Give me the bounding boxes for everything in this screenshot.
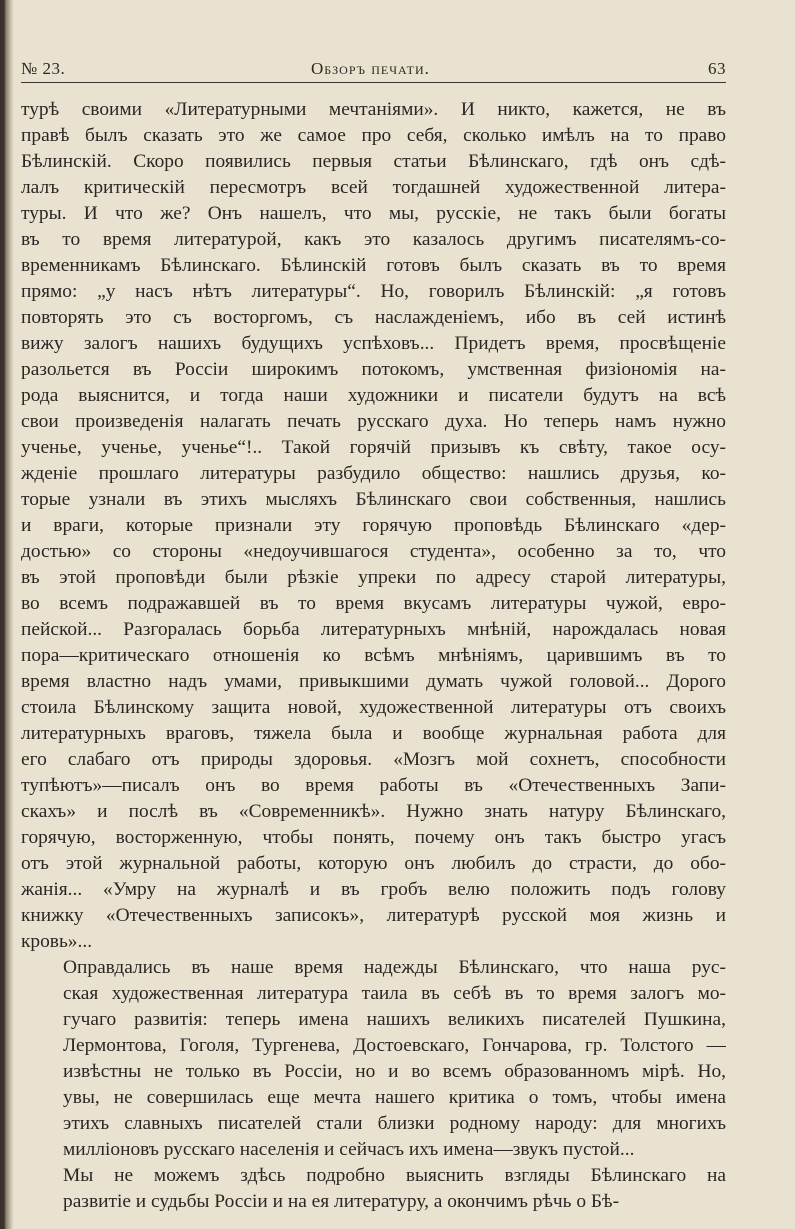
paragraph [21, 1163, 726, 1215]
text-line: этихъ славныхъ писателей стали близки родному народу: для многихъ [63, 1113, 726, 1134]
text-line: достью» со стороны «недоучившагося студента», особенно за то, что [21, 541, 726, 562]
text-line: литературныхъ враговъ, тяжела была и вообще журнальная работа для [21, 723, 726, 744]
running-header [21, 52, 726, 83]
page-number: 63 [708, 59, 726, 78]
text-line: отъ этой журнальной работы, которую онъ любилъ до страсти, до обо- [21, 853, 726, 874]
text-line: жденіе прошлаго литературы разбудило общество: нашлись друзья, ко- [21, 463, 726, 484]
text-line: гучаго развитія: теперь имена нашихъ великихъ писателей Пушкина, [63, 1009, 726, 1030]
text-line: и враги, которые признали эту горячую проповѣдь Бѣлинскаго «дер- [21, 515, 726, 536]
text-line: лалъ критическій пересмотръ всей тогдашней художественной литера- [21, 177, 726, 198]
text-line: разольется въ Россіи широкимъ потокомъ, умственная физіономія на- [21, 359, 726, 380]
text-line: Бѣлинскій. Скоро появились первыя статьи Бѣлинскаго, гдѣ онъ сдѣ- [21, 151, 726, 172]
text-line: время властно надъ умами, привыкшими думать чужой головой... Дорого [21, 671, 726, 692]
text-line: Оправдались въ наше время надежды Бѣлинскаго, что наша рус- [63, 957, 726, 978]
text-line: книжку «Отечественныхъ записокъ», литературѣ русской моя жизнь и [21, 905, 726, 926]
text-line: въ то время литературой, какъ это казалось другимъ писателямъ-со- [21, 229, 726, 250]
section-title: Обзоръ печати. [311, 59, 430, 78]
text-line: жанія... «Умру на журналѣ и въ гробъ велю положить подъ голову [21, 879, 726, 900]
text-line: увы, не совершилась еще мечта нашего критика о томъ, чтобы имена [63, 1087, 726, 1108]
text-line: прямо: „у насъ нѣтъ литературы“. Но, говорилъ Бѣлинскій: „я готовъ [21, 281, 726, 302]
text-line: кровь»... [21, 931, 93, 952]
page [21, 52, 726, 1215]
text-line: пейской... Разгоралась борьба литературныхъ мнѣній, нарождалась новая [21, 619, 726, 640]
issue-number: № 23. [21, 59, 66, 78]
text-line: временникамъ Бѣлинскаго. Бѣлинскій готовъ былъ сказать въ то время [21, 255, 726, 276]
text-line: скахъ» и послѣ въ «Современникѣ». Нужно знать натуру Бѣлинскаго, [21, 801, 726, 822]
book-binding-edge [0, 0, 14, 1229]
text-line: туры. И что же? Онъ нашелъ, что мы, русскіе, не такъ были богаты [21, 203, 726, 224]
text-line: Лермонтова, Гоголя, Тургенева, Достоевскаго, Гончарова, гр. Толстого — [63, 1035, 726, 1056]
text-line: милліоновъ русскаго населенія и сейчасъ ихъ имена—звукъ пустой... [63, 1139, 635, 1160]
text-line: стоила Бѣлинскому защита новой, художественной литературы отъ своихъ [21, 697, 726, 718]
text-line: ская художественная литература таила въ себѣ въ то время залогъ мо- [63, 983, 726, 1004]
text-line: горячую, восторженную, чтобы понять, почему онъ такъ быстро угасъ [21, 827, 726, 848]
text-line: правѣ былъ сказать это же самое про себя, сколько имѣлъ на то право [21, 125, 726, 146]
text-line: Мы не можемъ здѣсь подробно выяснить взгляды Бѣлинскаго на [63, 1165, 726, 1186]
text-line: въ этой проповѣди были рѣзкіе упреки по адресу старой литературы, [21, 567, 726, 588]
article-body [21, 97, 726, 1215]
paragraph [21, 97, 726, 955]
text-line: его слабаго отъ природы здоровья. «Мозгъ мой сохнетъ, способности [21, 749, 726, 770]
text-line: тупѣютъ»—писалъ онъ во время работы въ «Отечественныхъ Запи- [21, 775, 726, 796]
text-line: вижу залогъ нашихъ будущихъ успѣховъ... Придетъ время, просвѣщеніе [21, 333, 726, 354]
text-line: пора—критическаго отношенія ко всѣмъ мнѣніямъ, царившимъ въ то [21, 645, 726, 666]
text-line: повторять это съ восторгомъ, съ наслажденіемъ, ибо въ сей истинѣ [21, 307, 726, 328]
text-line: развитіе и судьбы Россіи и на ея литературу, а окончимъ рѣчь о Бѣ- [63, 1191, 620, 1212]
text-line: торые узнали въ этихъ мысляхъ Бѣлинскаго свои собственныя, нашлись [21, 489, 726, 510]
text-line: ученье, ученье, ученье“!.. Такой горячій призывъ къ свѣту, такое осу- [21, 437, 726, 458]
text-line: во всемъ подражавшей въ то время вкусамъ литературы чужой, евро- [21, 593, 726, 614]
text-line: извѣстны не только въ Россіи, но и во всемъ образованномъ мірѣ. Но, [63, 1061, 726, 1082]
text-line: свои произведенія налагать печать русскаго духа. Но теперь намъ нужно [21, 411, 726, 432]
text-line: турѣ своими «Литературными мечтаніями». И никто, кажется, не въ [21, 99, 726, 120]
paragraph [21, 955, 726, 1163]
text-line: рода выяснится, и тогда наши художники и писатели будутъ на всѣ [21, 385, 726, 406]
